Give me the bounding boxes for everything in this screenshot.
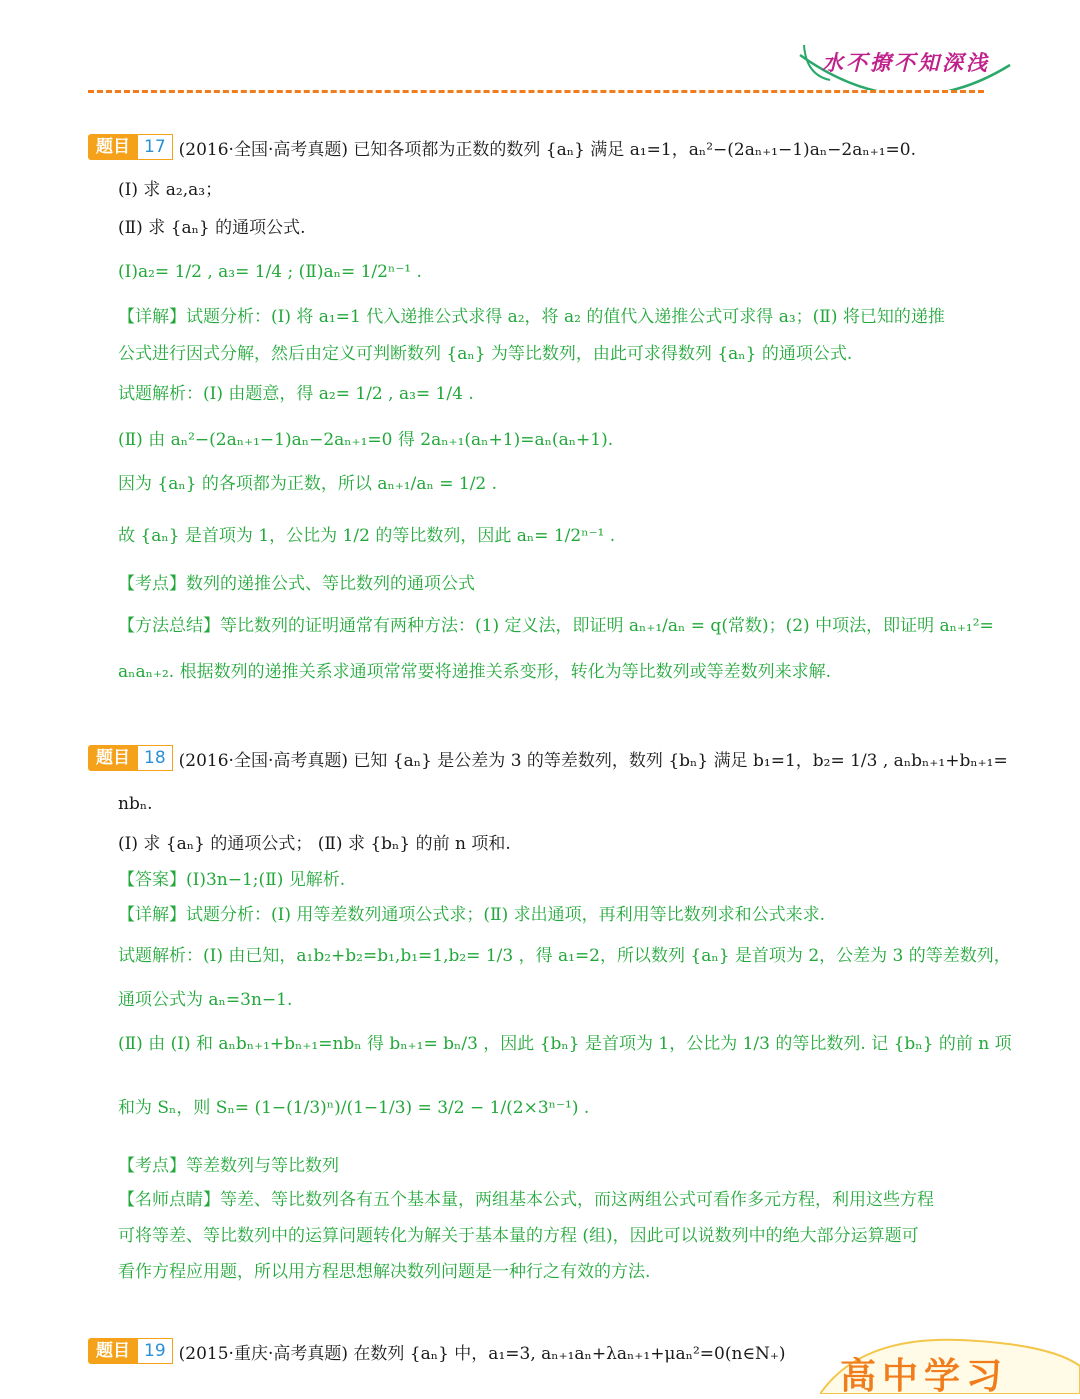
q18-keypoint: 【考点】等差数列与等比数列 xyxy=(118,1156,339,1176)
badge-text: 高中学习 xyxy=(840,1356,1009,1397)
q17-part1: (Ⅰ) 求 a₂,a₃； xyxy=(118,180,223,200)
header-slogan xyxy=(790,30,1020,90)
q17-method-2: aₙaₙ₊₂. 根据数列的递推关系求通项常常要将递推关系变形，转化为等比数列或等差数列来求解. xyxy=(118,662,831,682)
q17-solution-4: 故 {aₙ} 是首项为 1，公比为 1/2 的等比数列，因此 aₙ= 1/2ⁿ⁻¹ . xyxy=(118,526,616,546)
q17-answer-text: (Ⅰ)a₂= 1/2 , a₃= 1/4 ; (Ⅱ)aₙ= 1/2ⁿ⁻¹ . xyxy=(118,262,422,282)
q18-number: 18 xyxy=(138,745,173,771)
q18-tip-2: 可将等差、等比数列中的运算问题转化为解关于基本量的方程 (组)，因此可以说数列中的绝大部分运算题可 xyxy=(118,1226,919,1246)
q19-tag: 题目 xyxy=(88,1338,138,1364)
q18-header xyxy=(88,745,1008,771)
q18-solution-4: 和为 Sₙ，则 Sₙ= (1−(1/3)ⁿ)/(1−1/3) = 3/2 − 1/(2×3ⁿ⁻¹) . xyxy=(118,1098,590,1118)
q18-solution-2: 通项公式为 aₙ=3n−1. xyxy=(118,990,293,1010)
header-divider xyxy=(88,90,984,93)
q18-tag: 题目 xyxy=(88,745,138,771)
q17-detail-line1: 【详解】试题分析：(Ⅰ) 将 a₁=1 代入递推公式求得 a₂，将 a₂ 的值代入递推公式可求得 a₃；(Ⅱ) 将已知的递推 xyxy=(118,307,945,327)
q18-tip-1: 【名师点睛】等差、等比数列各有五个基本量，两组基本公式，而这两组公式可看作多元方程，利用这些方程 xyxy=(118,1190,934,1210)
slogan-text: 水不撩不知深浅 xyxy=(822,50,990,75)
q17-keypoint: 【考点】数列的递推公式、等比数列的通项公式 xyxy=(118,574,475,594)
q17-part2: (Ⅱ) 求 {aₙ} 的通项公式. xyxy=(118,218,306,238)
q18-detail: 【详解】试题分析：(Ⅰ) 用等差数列通项公式求；(Ⅱ) 求出通项，再利用等比数列求和公式来求. xyxy=(118,905,826,925)
q19-number: 19 xyxy=(138,1338,173,1364)
q17-number: 17 xyxy=(138,134,173,160)
q18-answer: 【答案】(Ⅰ)3n−1;(Ⅱ) 见解析. xyxy=(118,870,346,890)
q18-solution-1: 试题解析：(Ⅰ) 由已知，a₁b₂+b₂=b₁,b₁=1,b₂= 1/3 ，得 a₁=2，所以数列 {aₙ} 是首项为 2，公差为 3 的等差数列， xyxy=(118,946,1011,966)
q17-detail-line2: 公式进行因式分解，然后由定义可判断数列 {aₙ} 为等比数列，由此可求得数列 {aₙ} 的通项公式. xyxy=(118,344,853,364)
q17-tag: 题目 xyxy=(88,134,138,160)
q18-tip-3: 看作方程应用题，所以用方程思想解决数列问题是一种行之有效的方法. xyxy=(118,1262,651,1282)
q17-header xyxy=(88,134,916,160)
q19-stem: (2015·重庆·高考真题) 在数列 {aₙ} 中，a₁=3, aₙ₊₁aₙ+λaₙ₊₁+μaₙ²=0(n∈N₊) xyxy=(178,1343,786,1364)
q18-stem: (2016·全国·高考真题) 已知 {aₙ} 是公差为 3 的等差数列，数列 {bₙ} 满足 b₁=1，b₂= 1/3 , aₙbₙ₊₁+bₙ₊₁= xyxy=(178,750,1008,771)
q17-solution-2: (Ⅱ) 由 aₙ²−(2aₙ₊₁−1)aₙ−2aₙ₊₁=0 得 2aₙ₊₁(aₙ+1)=aₙ(aₙ+1). xyxy=(118,430,614,450)
q17-method-1: 【方法总结】等比数列的证明通常有两种方法：(1) 定义法，即证明 aₙ₊₁/aₙ = q(常数)；(2) 中项法，即证明 aₙ₊₁²= xyxy=(118,616,994,636)
q17-solution-1: 试题解析：(Ⅰ) 由题意，得 a₂= 1/2 , a₃= 1/4 . xyxy=(118,384,474,404)
q18-stem-cont: nbₙ. xyxy=(118,794,153,814)
q19-header xyxy=(88,1338,786,1364)
q18-solution-3: (Ⅱ) 由 (Ⅰ) 和 aₙbₙ₊₁+bₙ₊₁=nbₙ 得 bₙ₊₁= bₙ/3 ，因此 {bₙ} 是首项为 1，公比为 1/3 的等比数列. 记 {bₙ} 的前 n 项 xyxy=(118,1034,1012,1054)
q17-solution-3: 因为 {aₙ} 的各项都为正数，所以 aₙ₊₁/aₙ = 1/2 . xyxy=(118,474,498,494)
q18-parts: (Ⅰ) 求 {aₙ} 的通项公式； (Ⅱ) 求 {bₙ} 的前 n 项和. xyxy=(118,834,511,854)
footer-badge xyxy=(820,1336,1080,1397)
q17-stem: (2016·全国·高考真题) 已知各项都为正数的数列 {aₙ} 满足 a₁=1，aₙ²−(2aₙ₊₁−1)aₙ−2aₙ₊₁=0. xyxy=(178,139,916,160)
q17-answer xyxy=(118,260,422,284)
